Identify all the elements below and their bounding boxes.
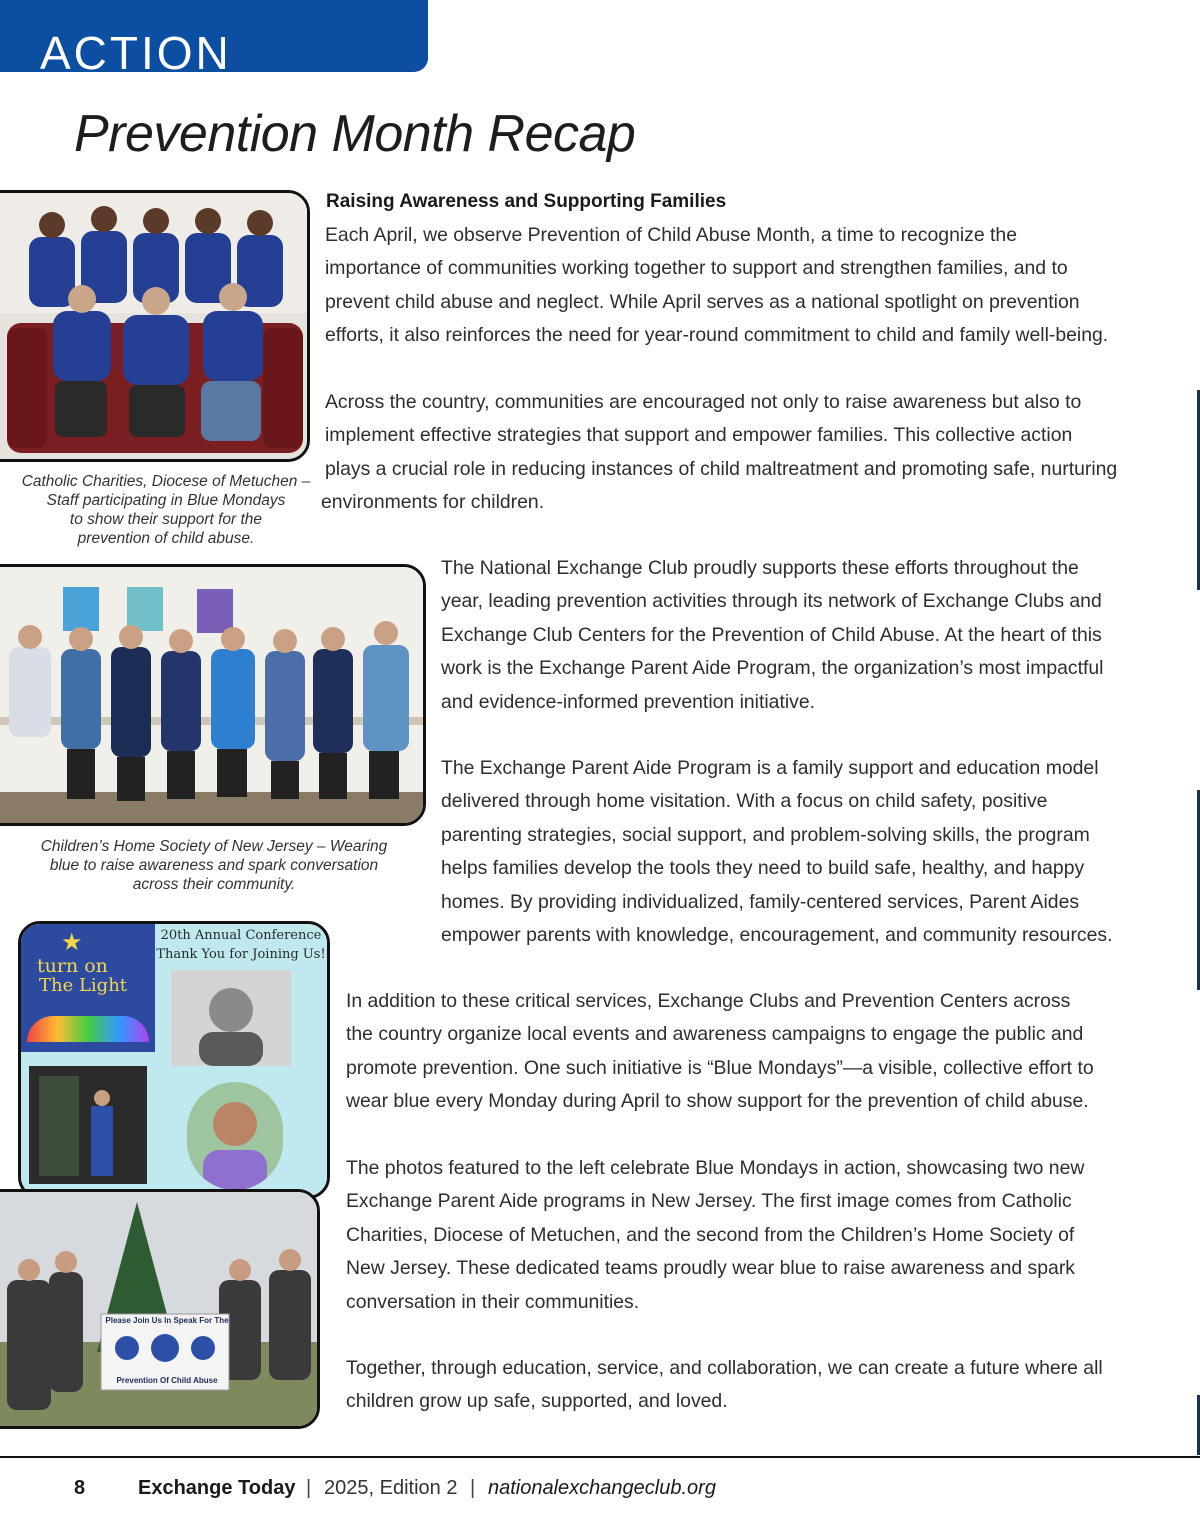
speaker-photo bbox=[171, 970, 291, 1066]
caption-line: Staff participating in Blue Mondays bbox=[46, 492, 286, 509]
banner-text: Please Join Us In Speak For The bbox=[105, 1316, 229, 1325]
article-subheading: Raising Awareness and Supporting Families bbox=[326, 191, 727, 212]
caption-photo2 bbox=[14, 837, 414, 894]
logo-text: The Light bbox=[39, 975, 128, 996]
publication-name: Exchange Today bbox=[138, 1477, 296, 1499]
text-line: promote prevention. One such initiative is “Blue Mondays”—a visible, collective effort to bbox=[346, 1056, 1094, 1079]
rainbow-icon bbox=[27, 1016, 149, 1042]
page-title: Prevention Month Recap bbox=[74, 105, 636, 163]
star-icon: ★ bbox=[61, 929, 83, 956]
text-line: conversation in their communities. bbox=[346, 1290, 640, 1313]
text-line: delivered through home visitation. With a focus on child safety, positive bbox=[441, 790, 1048, 813]
footer-separator: | bbox=[470, 1477, 476, 1499]
text-line: Exchange Parent Aide programs in New Jersey. The first image comes from Catholic bbox=[346, 1190, 1072, 1213]
text-line: parenting strategies, social support, and problem-solving skills, the program bbox=[441, 823, 1090, 846]
caption-photo1 bbox=[8, 472, 324, 548]
footer-separator: | bbox=[306, 1477, 312, 1499]
paragraph-7 bbox=[346, 1352, 1156, 1419]
award-photo bbox=[29, 1066, 147, 1184]
caption-line: Catholic Charities, Diocese of Metuchen – bbox=[21, 473, 311, 490]
text-line: plays a crucial role in reducing instances of child maltreatment and promoting safe, nurturing bbox=[325, 457, 1118, 480]
photo-childrens-home-society bbox=[0, 564, 426, 826]
group-photo-illustration bbox=[0, 567, 426, 826]
caption-line: blue to raise awareness and spark conversation bbox=[49, 857, 379, 874]
text-line: children grow up safe, supported, and loved. bbox=[346, 1390, 728, 1413]
caption-line: to show their support for the bbox=[69, 511, 263, 528]
text-line: prevent child abuse and neglect. While April serves as a national spotlight on prevention bbox=[325, 290, 1080, 313]
text-line: environments for children. bbox=[321, 491, 545, 514]
page-number: 8 bbox=[74, 1477, 86, 1499]
text-line: year, leading prevention activities through its network of Exchange Clubs and bbox=[441, 590, 1102, 613]
paragraph-4 bbox=[441, 752, 1161, 952]
text-line: and evidence-informed prevention initiative. bbox=[441, 690, 816, 713]
text-line: wear blue every Monday during April to show support for the prevention of child abuse. bbox=[346, 1090, 1089, 1113]
section-label: ACTION bbox=[40, 27, 232, 79]
photo-outdoor-banner bbox=[0, 1189, 320, 1429]
footer-divider bbox=[0, 1456, 1200, 1458]
text-line: importance of communities working together to support and strengthen families, and to bbox=[325, 257, 1068, 280]
speaker-photo bbox=[187, 1082, 283, 1190]
paragraph-3 bbox=[441, 552, 1161, 719]
text-line: The photos featured to the left celebrate Blue Mondays in action, showcasing two new bbox=[346, 1157, 1085, 1179]
outdoor-photo-illustration bbox=[0, 1192, 320, 1429]
text-line: Exchange Club Centers for the Prevention of Child Abuse. At the heart of this bbox=[441, 623, 1102, 646]
edition-label: 2025, Edition 2 bbox=[324, 1477, 458, 1499]
caption-line: across their community. bbox=[132, 876, 296, 893]
text-line: Each April, we observe Prevention of Child Abuse Month, a time to recognize the bbox=[325, 224, 1017, 246]
text-line: New Jersey. These dedicated teams proudly wear blue to raise awareness and spark bbox=[346, 1257, 1075, 1280]
paragraph-1 bbox=[325, 219, 1155, 353]
text-line: helps families develop the tools they need to build safe, healthy, and happy bbox=[441, 857, 1085, 880]
text-line: efforts, it also reinforces the need for year-round commitment to child and family well-being. bbox=[325, 324, 1109, 347]
caption-line: Children’s Home Society of New Jersey – Wearing bbox=[40, 838, 388, 855]
paragraph-6 bbox=[346, 1152, 1156, 1319]
flyer-heading: Thank You for Joining Us! bbox=[156, 947, 326, 962]
text-line: empower parents with knowledge, encouragement, and community resources. bbox=[441, 924, 1113, 947]
text-line: homes. By providing individualized, family-centered services, Parent Aides bbox=[441, 890, 1080, 913]
caption-line: prevention of child abuse. bbox=[77, 530, 255, 547]
text-line: work is the Exchange Parent Aide Program, the organization’s most impactful bbox=[441, 657, 1104, 680]
staff-photo-illustration bbox=[0, 193, 310, 462]
photo-conference-flyer bbox=[18, 921, 330, 1199]
text-line: The Exchange Parent Aide Program is a family support and education model bbox=[441, 757, 1099, 779]
text-line: implement effective strategies that support and empower families. This collective action bbox=[325, 424, 1073, 447]
paragraph-2 bbox=[321, 386, 1155, 520]
flyer-heading: 20th Annual Conference bbox=[160, 928, 322, 943]
text-line: In addition to these critical services, Exchange Clubs and Prevention Centers across bbox=[346, 990, 1071, 1012]
website-link[interactable]: nationalexchangeclub.org bbox=[488, 1477, 716, 1499]
banner-text: Prevention Of Child Abuse bbox=[116, 1376, 218, 1385]
text-line: the country organize local events and awareness campaigns to engage the public and bbox=[346, 1023, 1084, 1046]
text-line: Together, through education, service, and collaboration, we can create a future where all bbox=[346, 1357, 1103, 1379]
text-line: Across the country, communities are encouraged not only to raise awareness but also to bbox=[325, 391, 1082, 413]
paragraph-5 bbox=[346, 985, 1156, 1119]
logo-text: turn on bbox=[37, 955, 108, 977]
text-line: Charities, Diocese of Metuchen, and the second from the Children’s Home Society of bbox=[346, 1223, 1075, 1246]
text-line: The National Exchange Club proudly supports these efforts throughout the bbox=[441, 557, 1079, 579]
turn-on-the-light-logo bbox=[21, 924, 155, 1052]
photo-catholic-charities-staff bbox=[0, 190, 310, 462]
